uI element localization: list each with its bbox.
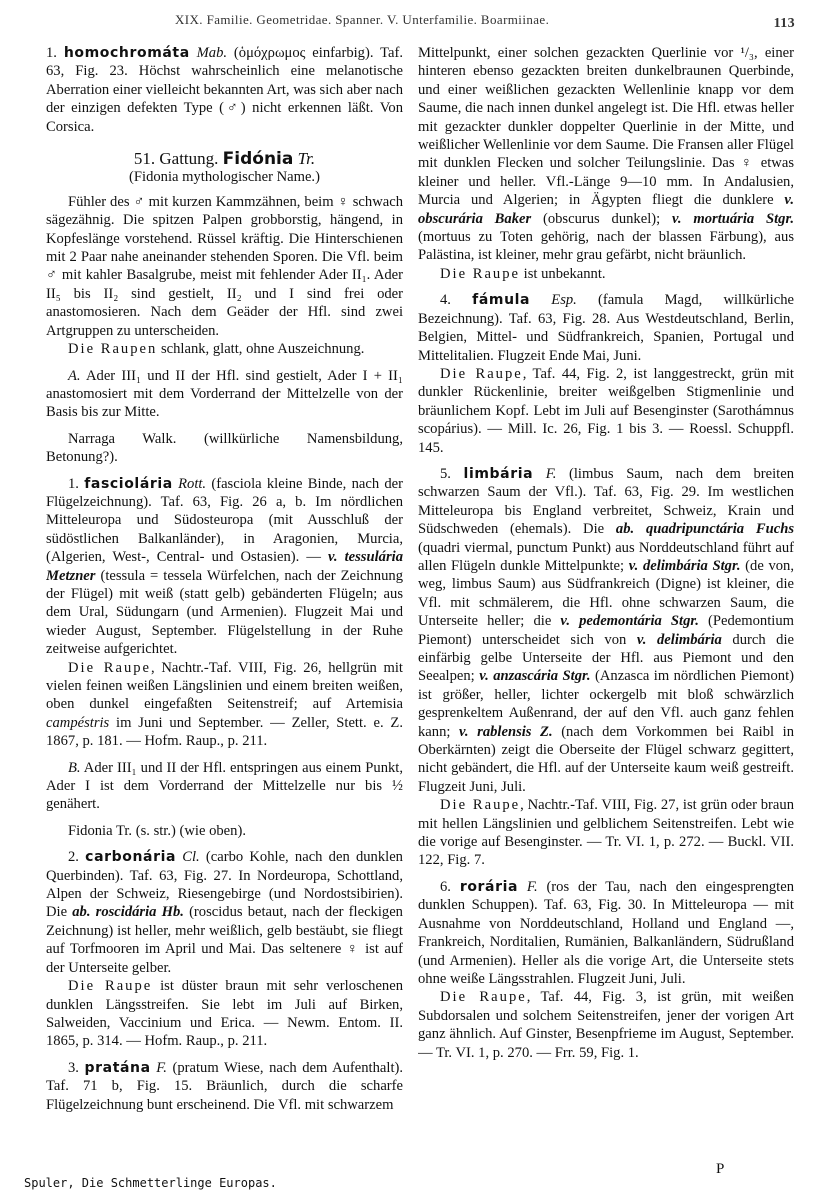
genus-name: Fidónia: [222, 149, 294, 170]
entry-roraria: 6. rorária F. (ros der Tau, nach den eingesprengten dunklen Schuppen). Taf. 63, Fig. 30. In Mitteleuropa — mit Ausnahme von Norddeutschland, Holland und England —, Frankreich, Norditalien, Rumänien, Balkanländern, Südrußland (und Armenien). Heller als die vorige Art, die Unterseite stets ohne weiße Längsstrahlen. Flugzeit Juni, Juli.: [418, 878, 794, 987]
entry-limbaria: 5. limbária F. (limbus Saum, nach dem breiten schwarzen Saum der Vfl.). Taf. 63, Fig. 29. Im westlichen Mitteleuropa bis England verbreitet, Schweiz, Krain und Südschweden (ehemals). Die ab. quadripunctária Fuchs (quadri viermal, punctum Punkt) aus Norddeutschland führt auf allen Flügeln dunkle Mittelpunkte; v. delimbária Stgr. (de von, weg, limbus Saum) aus Südfrankreich (Digne) ist kleiner, die Vfl. mit schmälerem, die Hfl. ohne schwarzen Saum, die Unterseite heller; die v. pedemontária Stgr. (Pedemontium Piemont) unterscheidet sich von v. delimbária durch die einfärbig gelbe Unterseite der Hfl. aus Piemont und den Seealpen; v. anzascária Stgr. (Anzasca im nördlichen Piemont) ist größer, heller, lichter ockergelb mit bloß schwärzlich gesprenkeltem Außenrand, der auf den Vfl. auch ganz fehlen kann; v. rablensis Z. (nach dem Vorkommen bei Raibl in Oberkärnten) zeigt die Oberseite der Flügel schwarz gegittert, nicht gebändert, die Hfl. auf der Unterseite kaum weiß gestreift. Flugzeit Juni, Juli.: [418, 465, 794, 795]
narraga-line: Narraga Walk. (willkürliche Namensbildung, Betonung?).: [46, 430, 403, 466]
entry-homochromata: 1. homochromáta Mab. (ὁμόχρωμος einfarbig). Taf. 63, Fig. 23. Höchst wahrscheinlich eine melanotische Aberration einer vielleicht bekannten Art, was sich aber nach der einzigen defekten Type (♂) nicht erkennen läßt. Von Corsica.: [46, 45, 403, 135]
fasciolaria-larva: Die Raupe, Nachtr.-Taf. VIII, Fig. 26, hellgrün mit vielen feinen weißen Längslinien und einem breiten weißen, oben dunkel eingefaßten Seitenstreif; auf Artemisia campéstris im Juni und September. — Zeller, Stett. e. Z. 1867, p. 181. — Hofm. Raup., p. 211.: [46, 659, 403, 750]
species-name: fámula: [472, 292, 531, 309]
group-a: A. Ader III₁ und II der Hfl. sind gestielt, Ader I + II₁ anastomosiert mit dem Vorderrand der Mittelzelle von der Basis bis zur Mitte.: [46, 367, 403, 421]
entry-fasciolaria: 1. fasciolária Rott. (fasciola kleine Binde, nach der Flügelzeichnung). Taf. 63, Fig. 26 a, b. Im nördlichen Mitteleuropa und Südosteuropa (mit Ausschluß der südöstlichen Balkanländer), in Aragonien, Murcia, (Algerien, West-, Central- und Ostasien). — v. tessulária Metzner (tessula = tessela Würfelchen, nach der Zeichnung der Flügel) mit weiß (statt gelb) gebänderten Flügeln; aus dem Ural, Südungarn (und Armenien). Flugzeit Mai und wieder August, September. Flügelstellung in der Ruhe zeitweise aufgerichtet.: [46, 475, 403, 658]
species-name: rorária: [459, 878, 519, 895]
genus-etymology: (Fidonia mythologischer Name.): [129, 169, 320, 186]
entry-pratana: 3. pratána F. (pratum Wiese, nach dem Aufenthalt). Taf. 71 b, Fig. 15. Bräunlich, durch die scharfe Flügelzeichnung bunt erscheinend. Die Vfl. mit schwarzem: [46, 1059, 403, 1113]
species-name: carbonária: [85, 849, 177, 866]
genus-description: Fühler des ♂ mit kurzen Kammzähnen, beim ♀ schwach sägezähnig. Die spitzen Palpen grobborstig, hängend, in Kopfeslänge vorstehend. Rüssel kräftig. Die Hinterschienen mit 2 Paar nahe aneinander stehenden Sporen. Die Vfl. beim ♂ mit kahler Basalgrube, meist mit fehlender Ader II₁. Ader II₅ bis II₂ sind gestielt, II₂ und I sind frei oder anastomosieren. Nach dem Geäder der Hfl. sind zwei Artgruppen zu unterscheiden.: [46, 193, 403, 339]
carbonaria-larva: Die Raupe ist düster braun mit sehr verloschenen dunklen Längsstreifen. Sie lebt im Juli auf Birken, Salweiden, Vaccinium und Erica. — Newm. Entom. II. 1865, p. 314. — Hofm. Raup., p. 211.: [46, 978, 403, 1050]
species-name: pratána: [84, 1059, 151, 1076]
group-b: B. Ader III₁ und II der Hfl. entspringen aus einem Punkt, Ader I ist dem Vorderrand der Mittelzelle nur bis ½ genähert.: [46, 759, 403, 813]
species-name: fasciolária: [84, 475, 173, 492]
author: Mab.: [196, 45, 228, 61]
pratana-continued: Mittelpunkt, einer solchen gezackten Querlinie vor ¹/₃, einer hinteren ebenso gezackten breiten dunkelbraunen Querbinde, und einer weißlichen gezackten Wellenlinie knapp vor dem Saume, die nach innen dunkel angelegt ist. Die Hfl. etwas heller mit gezackter dunkler doppelter Querlinie in der Mitte, und weißlicher Wellenlinie vor dem Saume. Die Fransen aller Flügel mit dunklen Flecken und solcher Teilungslinie. Das ♀ etwas kleiner und heller. Vfl.-Länge 9—10 mm. In Andalusien, Murcia und Algerien; in Ägypten fliegt die dunklere v. obscurária Baker (obscurus dunkel); v. mortuária Stgr. (mortuus zu Toten gehörig, nach der blassen Färbung), aus Palästina, ist kleiner, mehr grau gefärbt, nicht bräunlich.: [418, 45, 794, 264]
famula-larva: Die Raupe, Taf. 44, Fig. 2, ist langgestreckt, grün mit dunkler Rückenlinie, breiter weißgelben Stigmenlinie und bräunlichem Kopf. Lebt im Juli auf Besenginster (Sarothámnus scopárius). — Mill. Ic. 26, Fig. 1 bis 3. — Roessl. Schuppfl. 145.: [418, 365, 794, 456]
entry-carbonaria: 2. carbonária Cl. (carbo Kohle, nach den dunklen Querbinden). Taf. 63, Fig. 27. In Nordeuropa, Schottland, Alpen der Schweiz, Riesengebirge (und Nordostsibirien). Die ab. roscidária Hb. (roscidus betaut, nach der fleckigen Zeichnung) ist heller, mehr weißlich, gelb bestäubt, sie fliegt auf Torfmooren im April und Mai. Das seltenere ♀ ist auf der Unterseite gelber.: [46, 849, 403, 976]
footer-source: Spuler, Die Schmetterlinge Europas.: [24, 1176, 277, 1190]
entry-famula: 4. fámula Esp. (famula Magd, willkürliche Bezeichnung). Taf. 63, Fig. 28. Aus Westdeutschland, Berlin, Belgien, Mittel- und Südfrankreich, Spanien, Portugal und Mittelitalien. Flugzeit Ende Mai, Juni.: [418, 292, 794, 364]
right-column: [418, 44, 794, 1160]
species-name: limbária: [463, 465, 534, 482]
roraria-larva: Die Raupe, Taf. 44, Fig. 3, ist grün, mit weißen Subdorsalen und solchem Seitenstreifen, jener der vorigen Art ganz ähnlich. Auf Ginster, Besenpfrieme im August, September. — Tr. VI. 1, p. 270. — Frr. 59, Fig. 1.: [418, 989, 794, 1061]
left-column: [46, 44, 403, 1160]
page-number: 113: [773, 16, 795, 31]
running-title: XIX. Familie. Geometridae. Spanner. V. Unterfamilie. Boarmiinae.: [175, 12, 550, 27]
limbaria-larva: Die Raupe, Nachtr.-Taf. VIII, Fig. 27, ist grün oder braun mit hellen Längslinien und gelblichem Seitenstreifen. Lebt wie die vorige auf Besenginster. — Tr. VI. 1, p. 272. — Buckl. VII. 122, Fig. 7.: [418, 797, 794, 869]
pratana-larva: Die Raupe ist unbekannt.: [440, 265, 606, 282]
genus-larva: Die Raupen schlank, glatt, ohne Auszeichnung.: [68, 341, 365, 358]
fidonia-sstr-line: Fidonia Tr. (s. str.) (wie oben).: [68, 822, 246, 839]
signature-mark: P: [716, 1161, 725, 1177]
genus-heading: 51. Gattung. Fidónia Tr.: [133, 149, 316, 170]
species-name: homochromáta: [63, 45, 190, 61]
